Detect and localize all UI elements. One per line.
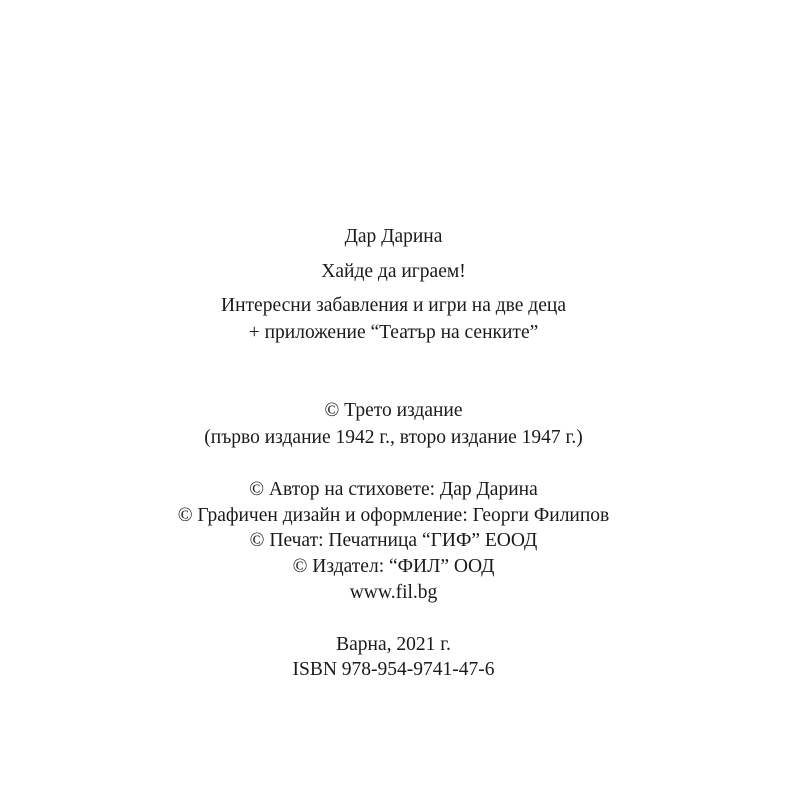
subtitle-line-2: + приложение “Театър на сенките” bbox=[248, 322, 539, 343]
edition-line-1: © Трето издание bbox=[324, 400, 463, 421]
edition-line-2: (първо издание 1942 г., второ издание 1947 г.) bbox=[204, 427, 583, 448]
isbn: ISBN 978-954-9741-47-6 bbox=[292, 659, 495, 680]
subtitle-line-1: Интересни забавления и игри на две деца bbox=[221, 295, 566, 316]
credit-printing: © Печат: Печатница “ГИФ” ЕООД bbox=[249, 530, 538, 551]
book-title: Хайде да играем! bbox=[321, 261, 466, 282]
author-name: Дар Дарина bbox=[344, 226, 443, 247]
website-link[interactable]: www.fil.bg bbox=[349, 582, 438, 603]
credit-graphic-design: © Графичен дизайн и оформление: Георги Филипов bbox=[177, 505, 610, 526]
credit-verses-author: © Автор на стиховете: Дар Дарина bbox=[249, 479, 538, 500]
credit-publisher: © Издател: “ФИЛ” ООД bbox=[292, 556, 495, 577]
imprint-place-year: Варна, 2021 г. bbox=[336, 634, 451, 655]
